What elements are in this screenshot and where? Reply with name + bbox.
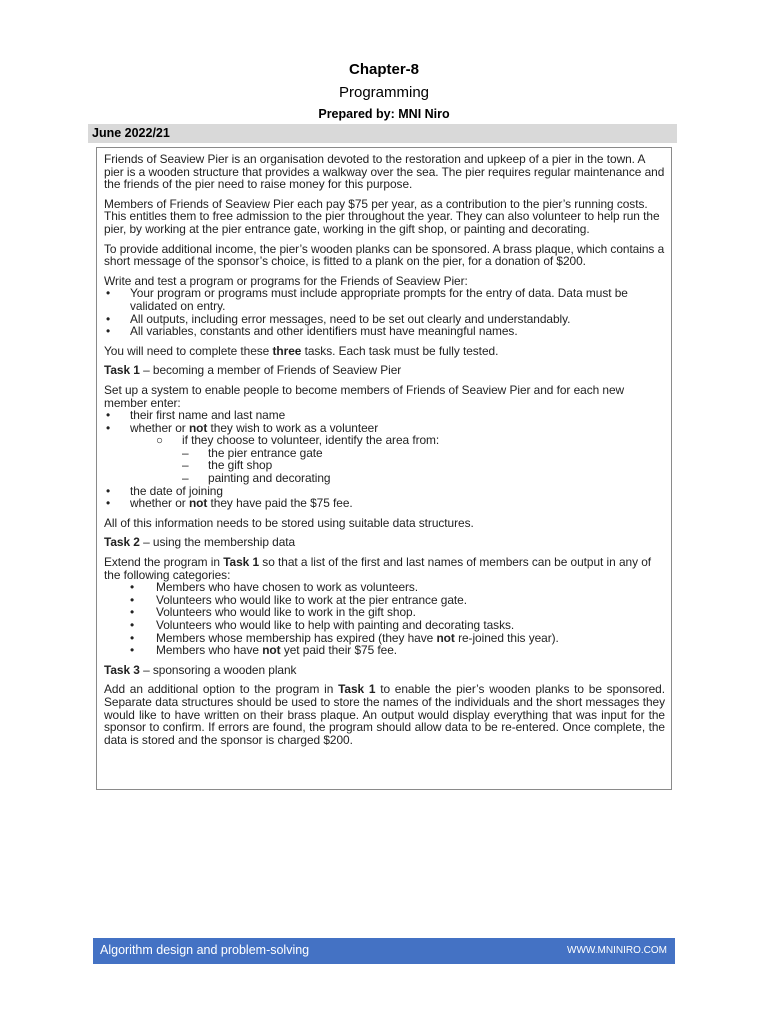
task-title: – using the membership data (139, 535, 296, 550)
complete-line (104, 345, 665, 358)
footer-title: Algorithm design and problem-solving (100, 943, 310, 957)
task-title: – sponsoring a wooden plank (139, 662, 297, 677)
bullet-icon: • (130, 643, 135, 658)
task-label: Task 1 (104, 363, 140, 378)
question-box (96, 147, 672, 790)
dash-bullet-icon: – (182, 445, 189, 460)
footer-website[interactable]: WWW.MNINIRO.COM (567, 945, 667, 956)
list-item-text: Volunteers who would like to work in the gift shop. (156, 605, 416, 620)
prepared-by: Prepared by: MNI Niro (318, 107, 450, 121)
list-item-text: the gift shop (208, 458, 273, 473)
task-label: Task 2 (104, 535, 140, 550)
bullet-icon: • (106, 420, 111, 435)
dash-bullet-icon: – (182, 458, 189, 473)
intro-paragraph-3: To provide additional income, the pier’s wooden planks can be sponsored. A brass plaque, which contains a short message of the sponsor’s choice, is fitted to a plank on the pier, for a donation of $200. (104, 241, 665, 269)
list-item (104, 644, 665, 657)
task-label: Task 3 (104, 662, 140, 677)
session-bar: June 2022/21 (88, 124, 677, 143)
task1-list (104, 409, 665, 510)
task2-list (104, 581, 665, 657)
text-run: Members who have (156, 643, 263, 658)
bold-run: not (188, 496, 208, 511)
bullet-icon: • (106, 286, 111, 301)
list-item-text: their first name and last name (130, 408, 286, 423)
task1-heading (104, 364, 665, 377)
list-item (104, 497, 665, 510)
list-item-text: the pier entrance gate (208, 445, 323, 460)
list-item-text: All variables, constants and other identifiers must have meaningful names. (130, 324, 518, 339)
bullet-icon: • (106, 324, 111, 339)
bold-run: not (436, 630, 455, 645)
list-item (104, 325, 665, 338)
text-run: You will need to complete these (104, 343, 273, 358)
list-item (104, 434, 665, 447)
text-run: yet paid their $75 fee. (280, 643, 398, 658)
text-run: Members whose membership has expired (they have (156, 630, 437, 645)
subject-title: Programming (338, 84, 430, 101)
bullet-icon: • (106, 311, 111, 326)
task3-body (104, 683, 665, 746)
task3-heading (104, 664, 665, 677)
text-run: whether or (130, 496, 189, 511)
task1-intro: Set up a system to enable people to become members of Friends of Seaview Pier and for each new member enter: (104, 382, 625, 410)
bullet-icon: • (106, 408, 111, 423)
chapter-title: Chapter-8 (348, 61, 419, 78)
footer-bar (93, 938, 675, 964)
list-item-text: the date of joining (130, 483, 223, 498)
write-test-line: Write and test a program or programs for the Friends of Seaview Pier: (104, 273, 468, 288)
list-item-text: Members who have chosen to work as volunteers. (156, 580, 419, 595)
bold-run: Task 1 (223, 555, 260, 570)
task1-storage: All of this information needs to be stored using suitable data structures. (104, 515, 474, 530)
text-run: re-joined this year). (454, 630, 559, 645)
bold-run: not (262, 643, 281, 658)
bullet-icon: • (106, 496, 111, 511)
bold-run: not (188, 420, 208, 435)
intro-paragraph-2: Members of Friends of Seaview Pier each pay $75 per year, as a contribution to the pier’s running costs. This entitles them to free admission to the pier throughout the year. They can also volunteer to help run the pier, by working at the pier entrance gate, working in the gift shop, or painting and decorating. (104, 196, 660, 236)
list-item-text: if they choose to volunteer, identify the area from: (182, 433, 440, 448)
text-run: they have paid the $75 fee. (207, 496, 353, 511)
bullet-icon: • (130, 580, 135, 595)
text-run: Extend the program in (104, 555, 224, 570)
intro-paragraph-1: Friends of Seaview Pier is an organisation devoted to the restoration and upkeep of a pier in the town. A pier is a wooden structure that provides a walkway over the sea. The pier requires regular maintenance and the friends of the pier need to raise money for this purpose. (104, 152, 665, 192)
task2-heading (104, 536, 665, 549)
text-run: they wish to work as a volunteer (207, 420, 379, 435)
bullet-icon: • (106, 483, 111, 498)
list-item-text: Volunteers who would like to help with painting and decorating tasks. (156, 618, 515, 632)
requirements-list (104, 287, 665, 337)
list-item (104, 287, 665, 312)
list-item-text: All outputs, including error messages, need to be set out clearly and understandably. (130, 311, 571, 326)
text-run: Add an additional option to the program in (104, 682, 339, 697)
text-run: tasks. Each task must be fully tested. (301, 343, 499, 358)
bullet-icon: • (130, 630, 135, 645)
bold-run: three (272, 343, 302, 358)
text-run: so that a list of the first and last names of members can be output in any of the following categories: (104, 555, 652, 582)
bullet-icon: • (130, 605, 135, 620)
task2-intro (104, 556, 665, 581)
bullet-icon: • (130, 592, 135, 607)
text-run: whether or (130, 420, 189, 435)
task-title: – becoming a member of Friends of Seaview Pier (139, 363, 402, 378)
list-item-text: Volunteers who would like to work at the pier entrance gate. (156, 592, 467, 607)
circle-bullet-icon: ○ (156, 433, 164, 448)
bullet-icon: • (130, 618, 135, 632)
dash-bullet-icon: – (182, 471, 189, 486)
text-run: to enable the pier’s wooden planks to be sponsored. Separate data structures should be used to store the names of the individuals and the short messages they would like to have written on their brass plaque. An output would display everything that was input for the sponsor to confirm. If errors are found, the program should allow data to be re-entered. Once complete, the data is stored and the sponsor is charged $200. (104, 682, 665, 747)
list-item-text: Your program or programs must include appropriate prompts for the entry of data. Data must be validated on entry. (130, 286, 628, 313)
bold-run: Task 1 (338, 682, 376, 697)
list-item-text: painting and decorating (208, 471, 331, 486)
